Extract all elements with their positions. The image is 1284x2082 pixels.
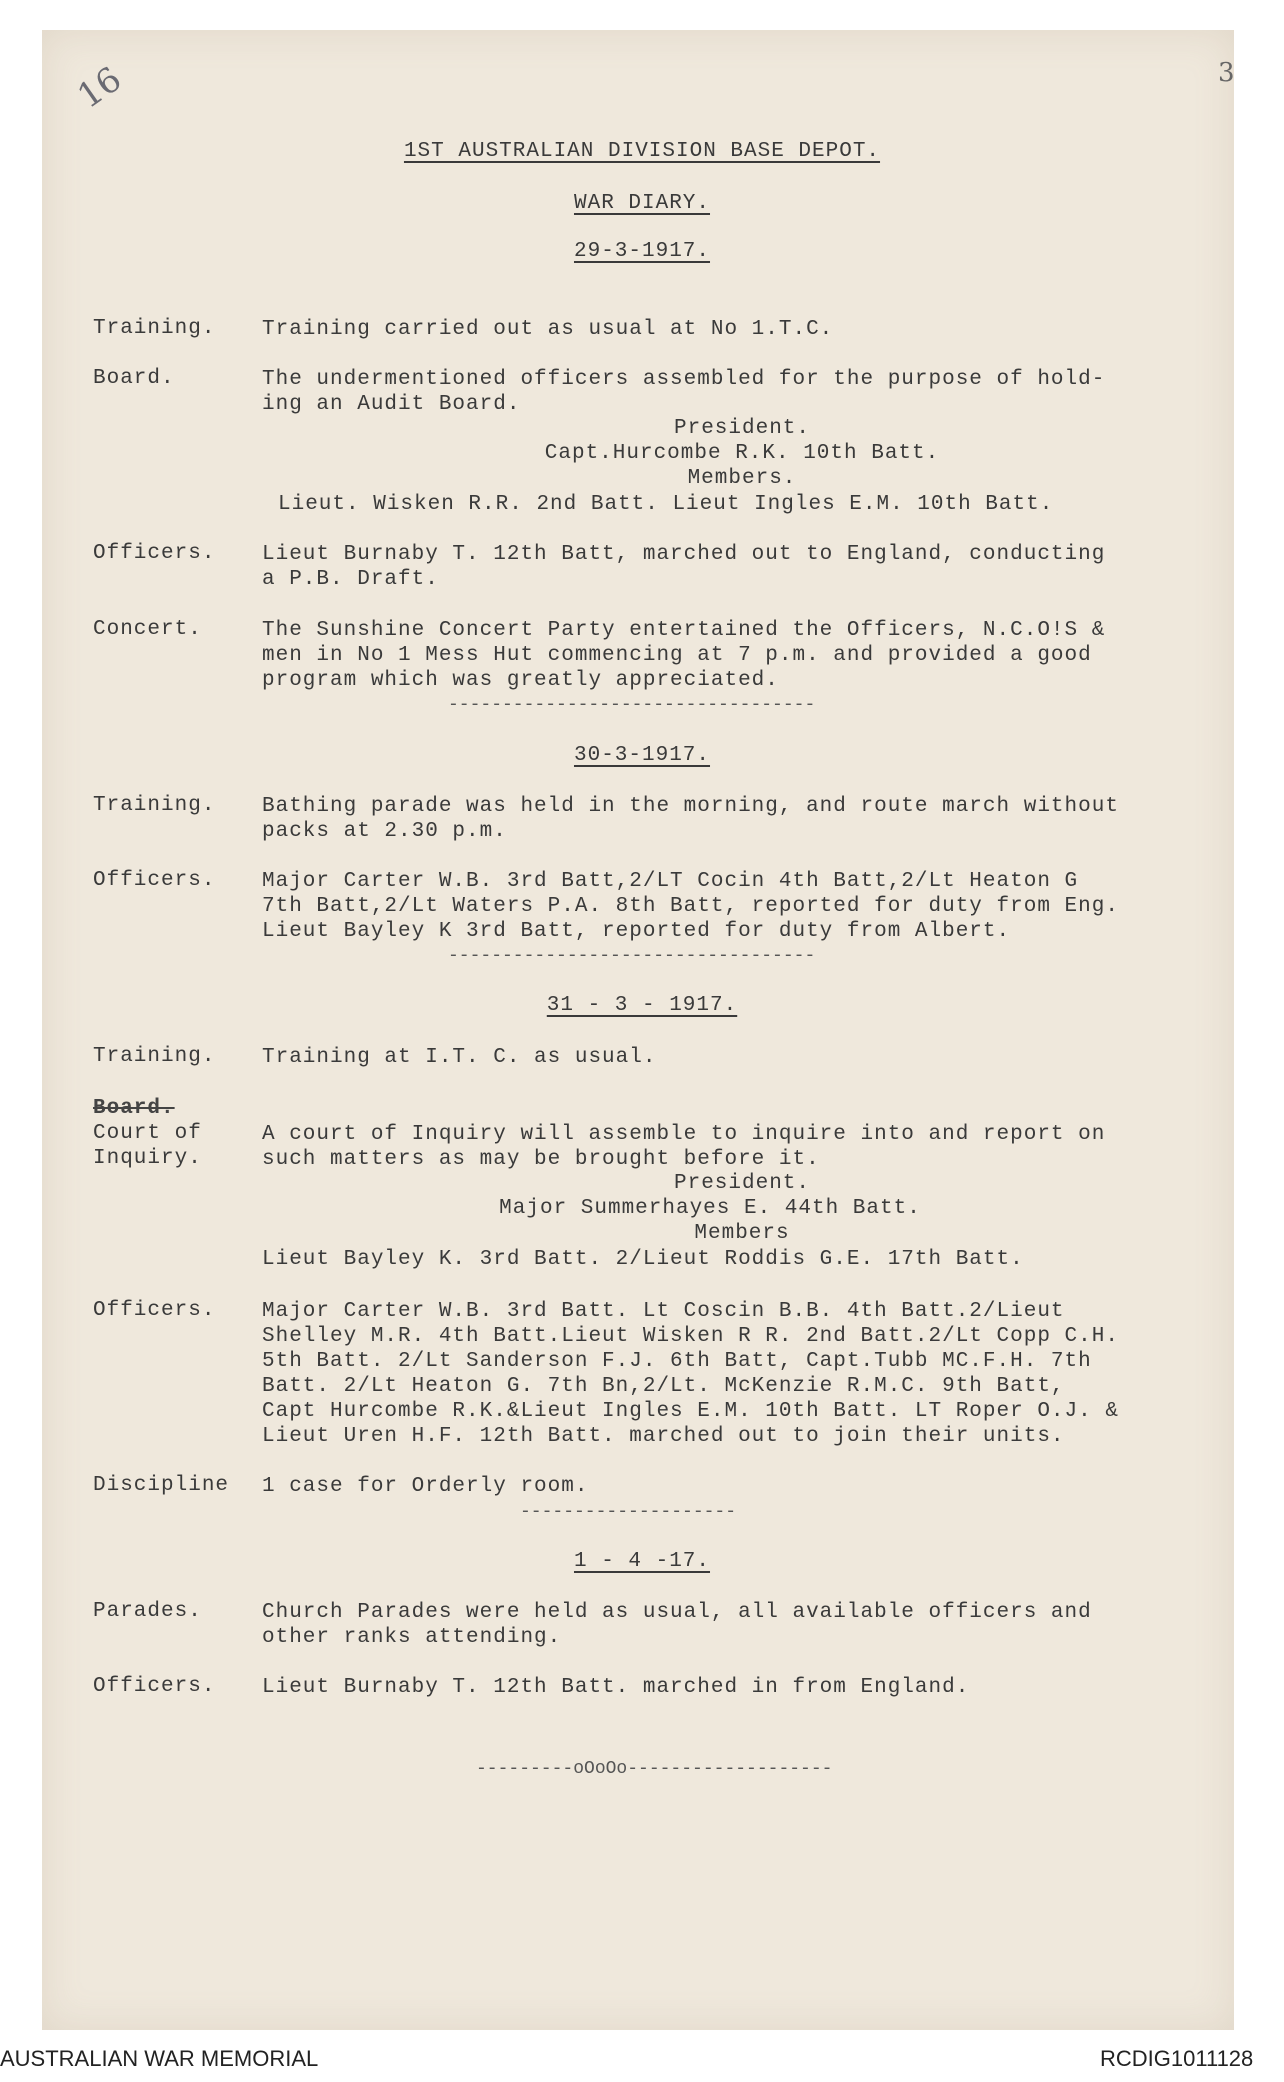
officers-text-line: Lieut Burnaby T. 12th Batt, marched out to England, conducting [262,543,1106,566]
president-heading: President. [673,1172,811,1195]
officers-text: Lieut Burnaby T. 12th Batt. marched in from England. [262,1676,970,1699]
entry-date-1: 29-3-1917. [573,240,711,263]
discipline-label: Discipline [93,1474,230,1497]
president-heading: President. [673,417,811,440]
board-label: Board. [93,367,175,390]
unit-heading: 1ST AUSTRALIAN DIVISION BASE DEPOT. [403,140,881,163]
training-text: Training carried out as usual at No 1.T.C. [262,318,834,341]
officers-text-line: Major Carter W.B. 3rd Batt,2/LT Cocin 4th Batt,2/Lt Heaton G [262,870,1079,893]
president-name: Capt.Hurcombe R.K. 10th Batt. [544,442,940,465]
officers-label: Officers. [93,869,216,892]
officers-label: Officers. [93,542,216,565]
folio-number-right: 3 [1218,58,1235,88]
court-text-line: such matters as may be brought before it. [262,1148,820,1171]
document-title: WAR DIARY. [573,192,711,215]
court-label: Inquiry. [93,1147,202,1170]
training-text-line: Bathing parade was held in the morning, and route march without [262,795,1119,818]
officers-text-line: Batt. 2/Lt Heaton G. 7th Bn,2/Lt. McKenzie R.M.C. 9th Batt, [262,1375,1065,1398]
entry-date-2: 30-3-1917. [573,744,711,767]
parades-text-line: Church Parades were held as usual, all available officers and [262,1601,1092,1624]
officers-text-line: 5th Batt. 2/Lt Sanderson F.J. 6th Batt, Capt.Tubb MC.F.H. 7th [262,1350,1092,1373]
training-label: Training. [93,1045,216,1068]
members-names: Lieut. Wisken R.R. 2nd Batt. Lieut Ingles E.M. 10th Batt. [278,493,1054,516]
entry-date-4: 1 - 4 -17. [573,1550,711,1573]
struck-board-label: Board. [93,1097,175,1120]
board-text-line: ing an Audit Board. [262,393,521,416]
folio-number-left: 16 [70,59,129,117]
officers-text-line: Lieut Uren H.F. 12th Batt. marched out to join their units. [262,1425,1065,1448]
section-separator: ---------------------------------- [448,946,816,966]
parades-label: Parades. [93,1600,202,1623]
officers-text-line: a P.B. Draft. [262,568,439,591]
officers-text-line: Capt Hurcombe R.K.&Lieut Ingles E.M. 10th Batt. LT Roper O.J. & [262,1400,1119,1423]
section-separator: ---------------------------------- [448,695,816,715]
members-heading: Members. [687,467,797,490]
concert-label: Concert. [93,618,202,641]
officers-label: Officers. [93,1299,216,1322]
record-reference: RCDIG1011128 [1100,2046,1254,2071]
archive-credit: AUSTRALIAN WAR MEMORIAL [0,2046,319,2071]
officers-text-line: Lieut Bayley K 3rd Batt, reported for duty from Albert. [262,920,1011,943]
president-name: Major Summerhayes E. 44th Batt. [499,1197,921,1220]
training-text: Training at I.T. C. as usual. [262,1046,657,1069]
members-names: Lieut Bayley K. 3rd Batt. 2/Lieut Roddis G.E. 17th Batt. [262,1248,1024,1271]
court-text-line: A court of Inquiry will assemble to inquire into and report on [262,1123,1106,1146]
officers-text-line: Shelley M.R. 4th Batt.Lieut Wisken R R. 2nd Batt.2/Lt Copp C.H. [262,1325,1119,1348]
training-label: Training. [93,317,216,340]
section-separator: -------------------- [520,1502,737,1522]
members-heading: Members [694,1222,790,1245]
parades-text-line: other ranks attending. [262,1626,562,1649]
court-label: Court of [93,1122,202,1145]
end-mark: ---------oOoOo------------------- [476,1759,833,1779]
officers-label: Officers. [93,1675,216,1698]
discipline-text: 1 case for Orderly room. [262,1475,589,1498]
officers-text-line: Major Carter W.B. 3rd Batt. Lt Coscin B.B. 4th Batt.2/Lieut [262,1300,1065,1323]
entry-date-3: 31 - 3 - 1917. [546,994,738,1017]
concert-text-line: program which was greatly appreciated. [262,669,779,692]
concert-text-line: The Sunshine Concert Party entertained the Officers, N.C.O!S & [262,619,1106,642]
training-label: Training. [93,794,216,817]
concert-text-line: men in No 1 Mess Hut commencing at 7 p.m. and provided a good [262,644,1092,667]
training-text-line: packs at 2.30 p.m. [262,820,507,843]
board-text-line: The undermentioned officers assembled for the purpose of hold- [262,368,1106,391]
officers-text-line: 7th Batt,2/Lt Waters P.A. 8th Batt, reported for duty from Eng. [262,895,1119,918]
